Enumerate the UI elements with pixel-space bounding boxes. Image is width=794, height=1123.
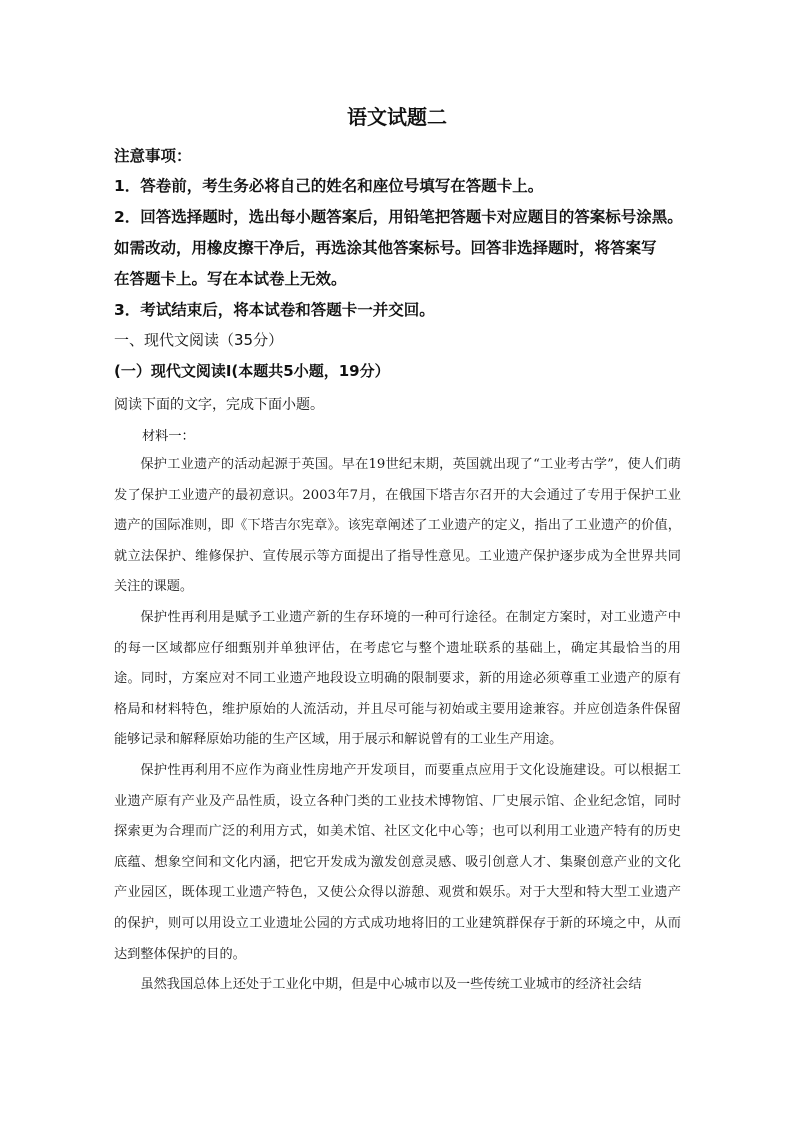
notice-heading: 注意事项：: [114, 147, 192, 165]
notice-item-2-line-3: 在答题卡上。写在本试卷上无效。: [114, 270, 347, 288]
reading-instruction: 阅读下面的文字，完成下面小题。: [114, 397, 324, 413]
paragraph-2: 保护性再利用是赋予工业遗产新的生存环境的一种可行途径。在制定方案时，对工业遗产中的每一区域都应仔细甄别并单独评估，在考虑它与整个遗址联系的基础上，确定其最恰当的用途。同时，方案应对不同工业遗产地段设立明确的限制要求，新的用途必须尊重工业遗产的原有格局和材料特色，维护原始的人流活动，并且尽可能与初始或主要用途兼容。并应创造条件保留能够记录和解释原始功能的生产区域，用于展示和解说曾有的工业生产用途。: [114, 609, 681, 748]
paragraph-4: 虽然我国总体上还处于工业化中期，但是中心城市以及一些传统工业城市的经济社会结: [140, 977, 642, 993]
notice-item-2-line-1: 2．回答选择题时，选出每小题答案后，用铅笔把答题卡对应题目的答案标号涂黑。: [114, 208, 683, 226]
paragraph-1: 保护工业遗产的活动起源于英国。早在19世纪末期，英国就出现了“工业考古学”，使人们萌发了保护工业遗产的最初意识。2003年7月，在俄国下塔吉尔召开的大会通过了专用于保护工业遗产的国际准则，即《下塔吉尔宪章》。该宪章阐述了工业遗产的定义，指出了工业遗产的价值，就立法保护、维修保护、宣传展示等方面提出了指导性意见。工业遗产保护逐步成为全世界共同关注的课题。: [114, 457, 681, 595]
material-label: 材料一：: [142, 429, 195, 444]
paragraph-3: 保护性再利用不应作为商业性房地产开发项目，而要重点应用于文化设施建设。可以根据工业遗产原有产业及产品性质，设立各种门类的工业技术博物馆、厂史展示馆、企业纪念馆，同时探索更为合理而广泛的利用方式，如美术馆、社区文化中心等；也可以利用工业遗产特有的历史底蕴、想象空间和文化内涵，把它开发成为激发创意灵感、吸引创意人才、集聚创意产业的文化产业园区，既体现工业遗产特色，又使公众得以游憩、观赏和娱乐。对于大型和特大型工业遗产的保护，则可以用设立工业遗址公园的方式成功地将旧的工业建筑群保存于新的环境之中，从而达到整体保护的目的。: [114, 762, 681, 962]
notice-item-3: 3．考试结束后，将本试卷和答题卡一并交回。: [114, 301, 435, 319]
notice-item-1: 1．答卷前，考生务必将自己的姓名和座位号填写在答题卡上。: [114, 177, 544, 195]
material-body: [114, 450, 681, 1001]
subsection-heading: (一）现代文阅读Ⅰ(本题共5小题，19分）: [114, 362, 390, 380]
section-heading: 一、现代文阅读（35分）: [114, 331, 284, 349]
notice-item-2-line-2: 如需改动，用橡皮擦干净后，再选涂其他答案标号。回答非选择题时，将答案写: [114, 239, 657, 257]
page-title: 语文试题二: [347, 105, 447, 129]
